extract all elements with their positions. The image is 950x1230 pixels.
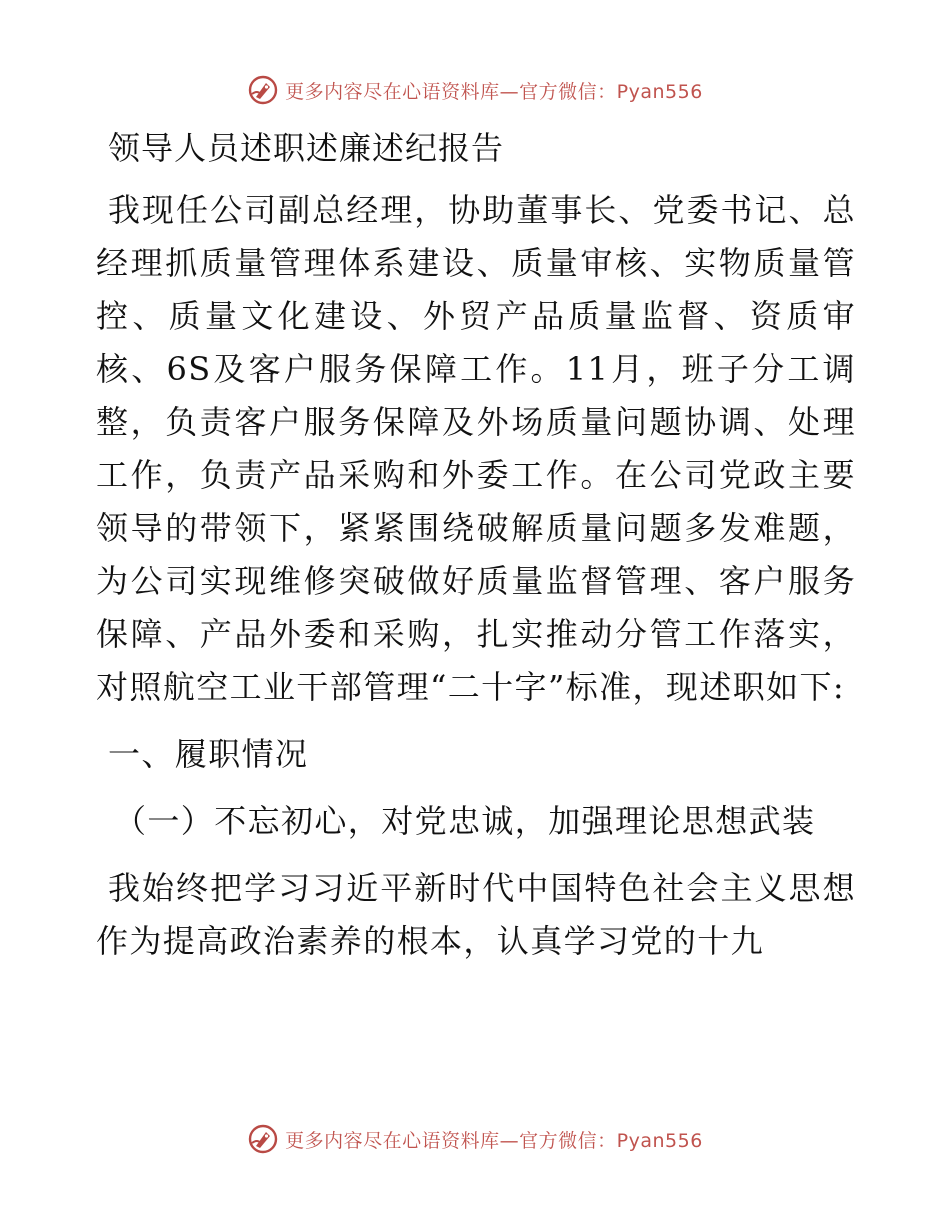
wechat-id: Pyan556	[616, 1129, 703, 1152]
document-title: 领导人员述职述廉述纪报告	[108, 129, 505, 167]
watermark-text: 更多内容尽在心语资料库—官方微信：Pyan556	[285, 80, 703, 103]
subsection-1-paragraph: 我始终把学习习近平新时代中国特色社会主义思想作为提高政治素养的根本，认真学习党的十九	[96, 869, 856, 960]
document-body	[96, 122, 856, 968]
watermark-text: 更多内容尽在心语资料库—官方微信：Pyan556	[285, 1129, 703, 1152]
wechat-id: Pyan556	[616, 80, 703, 103]
subsection-heading-1: （一）不忘初心，对党忠诚，加强理论思想武装	[114, 802, 816, 840]
section-heading-1: 一、履职情况	[108, 735, 309, 773]
watermark-banner-bottom	[0, 1119, 950, 1159]
watermark-banner-top	[0, 70, 950, 110]
intro-paragraph: 我现任公司副总经理，协助董事长、党委书记、总经理抓质量管理体系建设、质量审核、实物质量管控、质量文化建设、外贸产品质量监督、资质审核、6S及客户服务保障工作。11月，班子分工调整，负责客户服务保障及外场质量问题协调、处理工作，负责产品采购和外委工作。在公司党政主要领导的带领下，紧紧围绕破解质量问题多发难题，为公司实现维修突破做好质量监督管理、客户服务保障、产品外委和采购，扎实推动分管工作落实，对照航空工业干部管理“二十字”标准，现述职如下:	[96, 191, 856, 706]
pen-nib-logo-icon	[247, 74, 279, 106]
pen-nib-logo-icon	[247, 1123, 279, 1155]
